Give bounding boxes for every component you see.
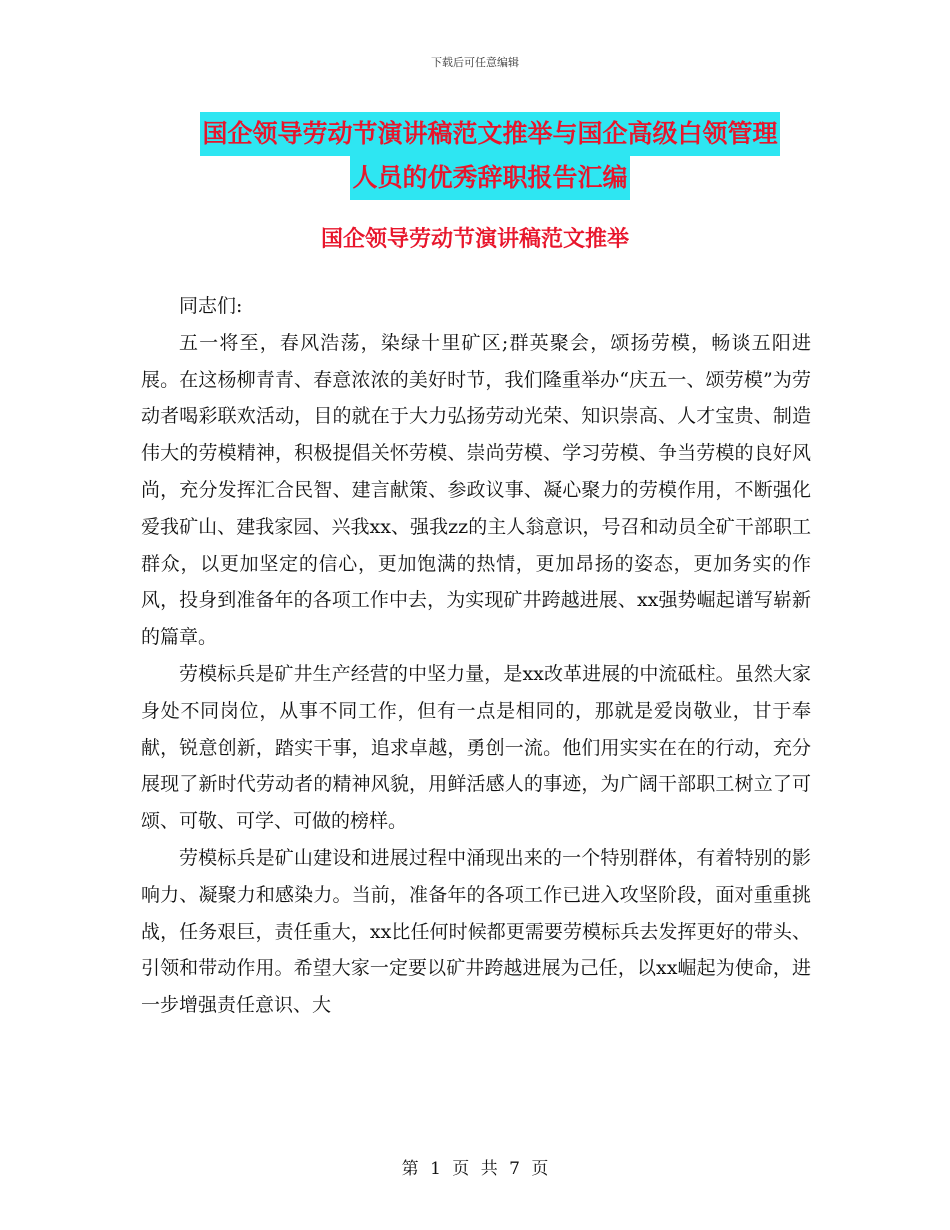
page-header-note: 下载后可任意编辑 [431, 56, 519, 69]
document-title-line-1: 国企领导劳动节演讲稿范文推举与国企高级白领管理 [200, 112, 779, 156]
section-title: 国企领导劳动节演讲稿范文推举 [320, 227, 629, 252]
paragraph-2: 劳模标兵是矿井生产经营的中坚力量，是xx改革进展的中流砥柱。虽然大家身处不同岗位，从事不同工作，但有一点是相同的，那就是爱岗敬业，甘于奉献，锐意创新，踏实干事，追求卓越，勇创一流。他们用实实在在的行动，充分展现了新时代劳动者的精神风貌，用鲜活感人的事迹，为广阔干部职工树立了可颂、可敬、可学、可做的榜样。 [141, 662, 811, 833]
paragraph-3: 劳模标兵是矿山建设和进展过程中涌现出来的一个特别群体，有着特别的影响力、凝聚力和感染力。当前，准备年的各项工作已进入攻坚阶段，面对重重挑战，任务艰巨，责任重大，xx比任何时候都更需要劳模标兵去发挥更好的带头、引领和带动作用。希望大家一定要以矿井跨越进展为己任，以xx崛起为使命，进一步增强责任意识、大 [141, 846, 811, 1017]
page-number-footer: 第 1 页 共 7 页 [401, 1159, 549, 1179]
document-title [140, 112, 840, 200]
salutation: 同志们: [179, 295, 243, 317]
document-title-line-2: 人员的优秀辞职报告汇编 [350, 156, 629, 200]
document-body [141, 288, 811, 1024]
paragraph-1: 五一将至，春风浩荡，染绿十里矿区;群英聚会，颂扬劳模，畅谈五阳进展。在这杨柳青青、春意浓浓的美好时节，我们隆重举办“庆五一、颂劳模”为劳动者喝彩联欢活动，目的就在于大力弘扬劳动光荣、知识崇高、人才宝贵、制造伟大的劳模精神，积极提倡关怀劳模、崇尚劳模、学习劳模、争当劳模的良好风尚，充分发挥汇合民智、建言献策、参政议事、凝心聚力的劳模作用，不断强化爱我矿山、建我家园、兴我xx、强我zz的主人翁意识，号召和动员全矿干部职工群众，以更加坚定的信心，更加饱满的热情，更加昂扬的姿态，更加务实的作风，投身到准备年的各项工作中去，为实现矿井跨越进展、xx强势崛起谱写崭新的篇章。 [141, 331, 811, 649]
